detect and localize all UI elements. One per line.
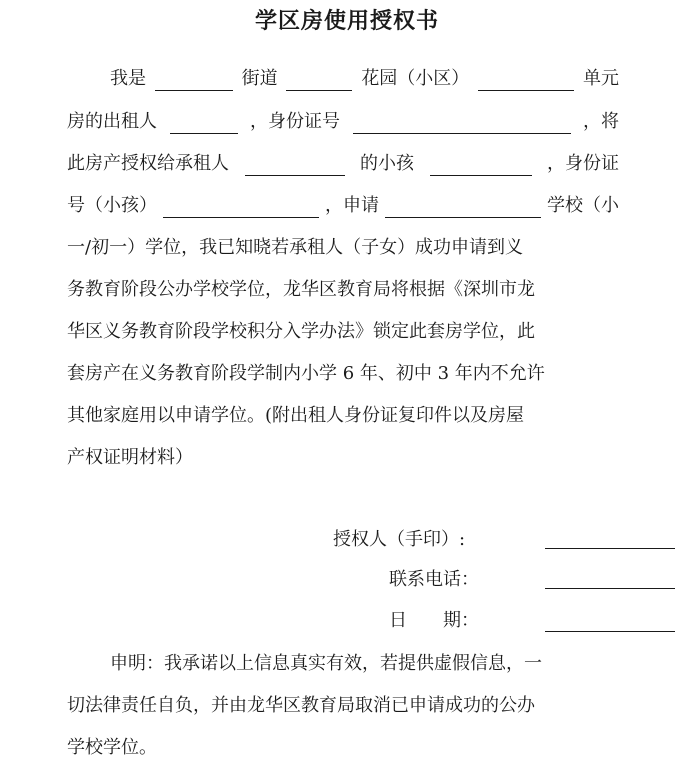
tenant-name-blank[interactable] (245, 155, 345, 176)
date-label: 日 期： (389, 610, 479, 631)
child-id-blank[interactable] (163, 197, 319, 218)
text-segment: ，申请 (325, 195, 379, 216)
body-line-10: 产权证明材料） (67, 447, 193, 468)
body-line-2 (67, 110, 619, 134)
text-segment: ，身份证号 (250, 111, 340, 132)
text-segment: 房的出租人 (67, 111, 157, 132)
body-line-7: 华区义务教育阶段学校积分入学办法》锁定此套房学位，此 (67, 321, 535, 342)
unit-blank[interactable] (478, 70, 574, 91)
text-segment: 花园（小区） (361, 68, 470, 89)
statement-line-3: 学校学位。 (67, 737, 157, 758)
body-line-5: 一/初一）学位，我已知晓若承租人（子女）成功申请到义 (67, 237, 524, 258)
authorizer-blank[interactable] (545, 548, 675, 549)
room-blank[interactable] (170, 113, 238, 134)
text-segment: 的小孩 (360, 153, 414, 174)
text-segment: 我是 (110, 68, 146, 89)
text-segment: ，将 (583, 111, 619, 132)
text-segment: 此房产授权给承租人 (67, 153, 229, 174)
phone-blank[interactable] (545, 588, 675, 589)
text-segment: ，身份证 (547, 153, 619, 174)
statement-line-1: 申明：我承诺以上信息真实有效，若提供虚假信息，一 (110, 653, 542, 674)
lessor-id-blank[interactable] (353, 113, 571, 134)
phone-label: 联系电话： (389, 569, 479, 590)
text-segment: 学校（小 (547, 195, 619, 216)
text-segment: 街道 (241, 68, 278, 89)
text-segment: 号（小孩） (67, 195, 157, 216)
body-line-3 (67, 152, 619, 176)
body-line-4 (67, 194, 619, 218)
body-line-8: 套房产在义务教育阶段学制内小学 6 年、初中 3 年内不允许 (67, 363, 545, 384)
date-blank[interactable] (545, 631, 675, 632)
street-blank[interactable] (155, 70, 233, 91)
garden-blank[interactable] (286, 70, 352, 91)
document-title: 学区房使用授权书 (254, 9, 439, 34)
body-line-1 (110, 67, 619, 91)
body-line-6: 务教育阶段公办学校学位，龙华区教育局将根据《深圳市龙 (67, 279, 535, 300)
body-line-9: 其他家庭用以申请学位。(附出租人身份证复印件以及房屋 (67, 405, 525, 426)
authorizer-label: 授权人（手印）: (333, 529, 466, 550)
statement-line-2: 切法律责任自负，并由龙华区教育局取消已申请成功的公办 (67, 695, 535, 716)
school-blank[interactable] (385, 197, 541, 218)
child-name-blank[interactable] (430, 155, 532, 176)
text-segment: 单元 (582, 68, 619, 89)
